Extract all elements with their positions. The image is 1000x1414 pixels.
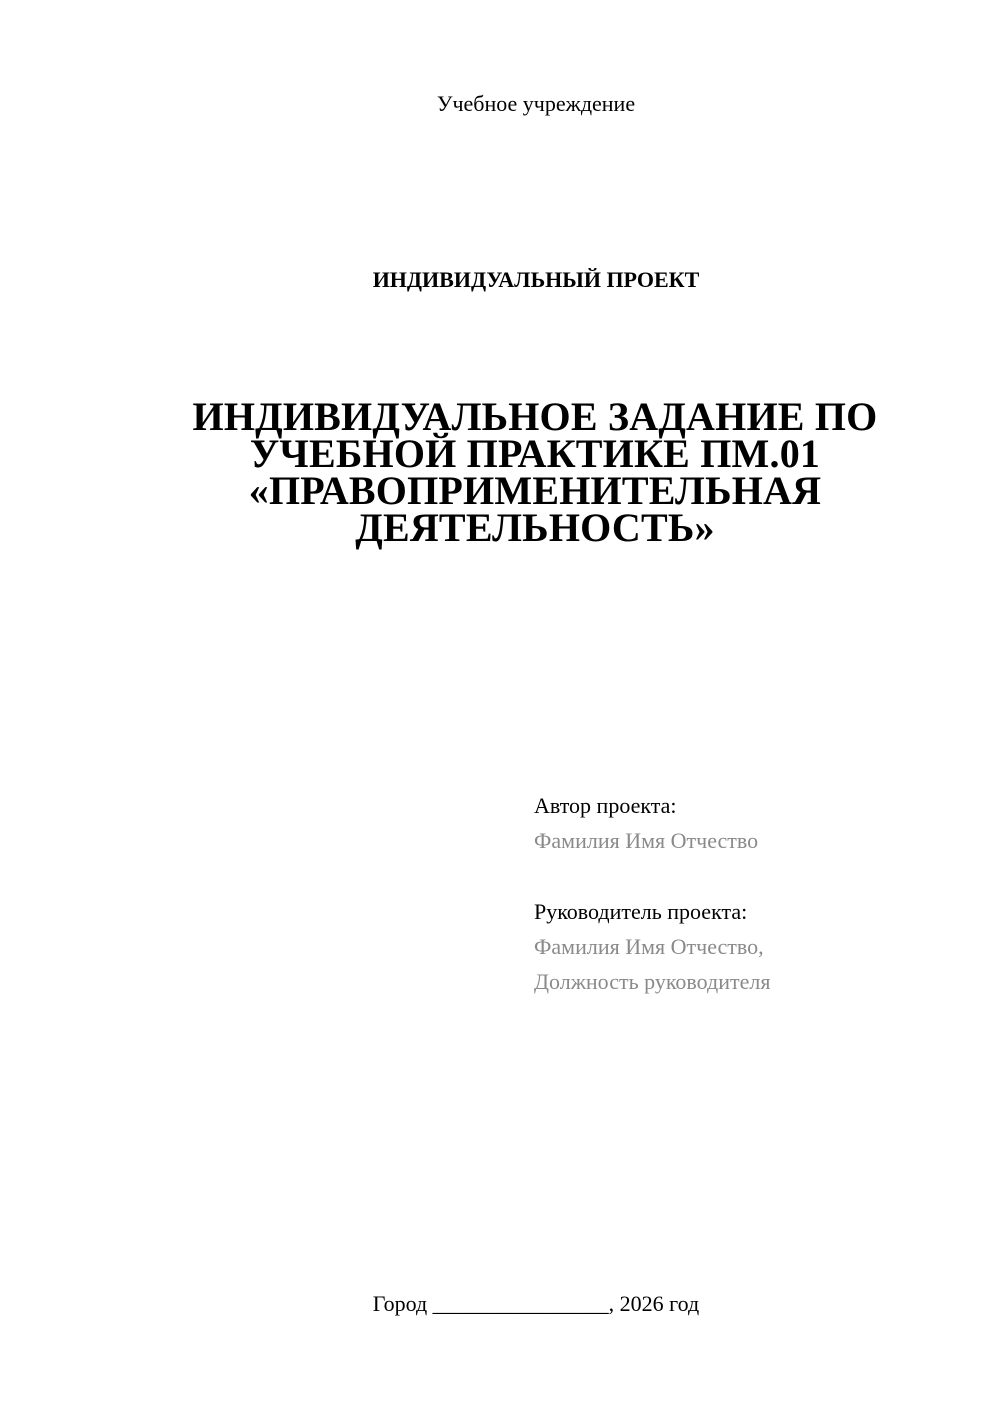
title-line: УЧЕБНОЙ ПРАКТИКЕ ПМ.01	[249, 431, 821, 476]
title-line: ИНДИВИДУАЛЬНОЕ ЗАДАНИЕ ПО	[192, 394, 878, 439]
document-type: ИНДИВИДУАЛЬНЫЙ ПРОЕКТ	[372, 267, 700, 292]
institution-name: Учебное учреждение	[436, 91, 636, 116]
supervisor-label: Руководитель проекта:	[534, 899, 748, 924]
spacer	[534, 858, 954, 894]
title-line: ДЕЯТЕЛЬНОСТЬ»	[355, 505, 715, 550]
city-year-footer: Город ________________, 2026 год	[372, 1291, 700, 1316]
supervisor-position: Должность руководителя	[534, 969, 771, 994]
supervisor-name: Фамилия Имя Отчество,	[534, 934, 764, 959]
main-title	[170, 394, 900, 550]
author-name: Фамилия Имя Отчество	[534, 828, 759, 853]
project-info-block	[534, 788, 954, 999]
author-label: Автор проекта:	[534, 793, 677, 818]
title-line: «ПРАВОПРИМЕНИТЕЛЬНАЯ	[248, 468, 822, 513]
